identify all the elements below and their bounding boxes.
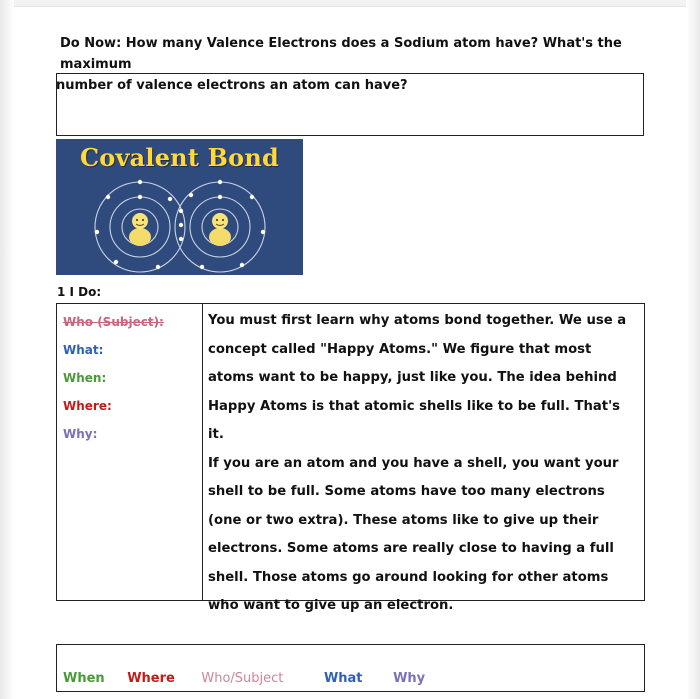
- page-right-shadow: [686, 0, 700, 699]
- passage-line: shell. Those atoms go around looking for other atoms: [208, 569, 609, 585]
- section-label: 1 I Do:: [57, 285, 102, 299]
- label-why: Why:: [63, 427, 98, 441]
- label-what: What:: [63, 343, 104, 357]
- label-who: [63, 313, 198, 341]
- passage-line: electrons. Some atoms are really close to having a full: [208, 541, 614, 556]
- legend-what: What: [323, 671, 363, 686]
- question-labels: [63, 313, 198, 453]
- legend-where: Where: [127, 671, 175, 686]
- passage-line: If you are an atom and you have a shell, you want your: [208, 455, 619, 471]
- passage-line: atoms want to be happy, just like you. The idea behind: [208, 370, 617, 385]
- passage-line: You must first learn why atoms bond together. We use a: [208, 313, 627, 328]
- happy-atom-right-icon: [209, 213, 231, 246]
- page-left-shadow: [0, 0, 14, 699]
- passage-line: concept called "Happy Atoms." We figure that most: [208, 341, 592, 357]
- question-line-1: Do Now: How many Valence Electrons does a Sodium atom have? What's the maximum: [60, 36, 622, 72]
- answer-field[interactable]: [56, 73, 644, 136]
- passage-line: Happy Atoms is that atomic shells like to be full. That's it.: [208, 398, 620, 442]
- label-where: Where:: [63, 399, 112, 413]
- page-top-edge: [0, 0, 700, 7]
- legend-when: When: [63, 671, 105, 686]
- table-divider: [202, 304, 203, 600]
- question-line-2: number of valence electrons an atom can have?: [56, 78, 408, 93]
- hero-title: Covalent Bond: [79, 143, 279, 172]
- reading-table: [56, 303, 645, 613]
- passage-text: [208, 307, 640, 621]
- color-legend: [56, 644, 645, 692]
- passage-line: who want to give up an electron.: [208, 598, 454, 613]
- passage-line: (one or two extra). These atoms like to give up their: [208, 512, 599, 528]
- happy-atom-left-icon: [129, 213, 151, 246]
- label-when: When:: [63, 371, 107, 385]
- passage-line: shell to be full. Some atoms have too many electrons: [208, 484, 605, 499]
- covalent-bond-image: [56, 139, 303, 275]
- label-who-text: Who (Subject):: [63, 315, 164, 329]
- legend-why: Why: [393, 671, 426, 686]
- legend-who-subject: Who/Subject: [201, 671, 284, 686]
- legend-items: [63, 671, 425, 686]
